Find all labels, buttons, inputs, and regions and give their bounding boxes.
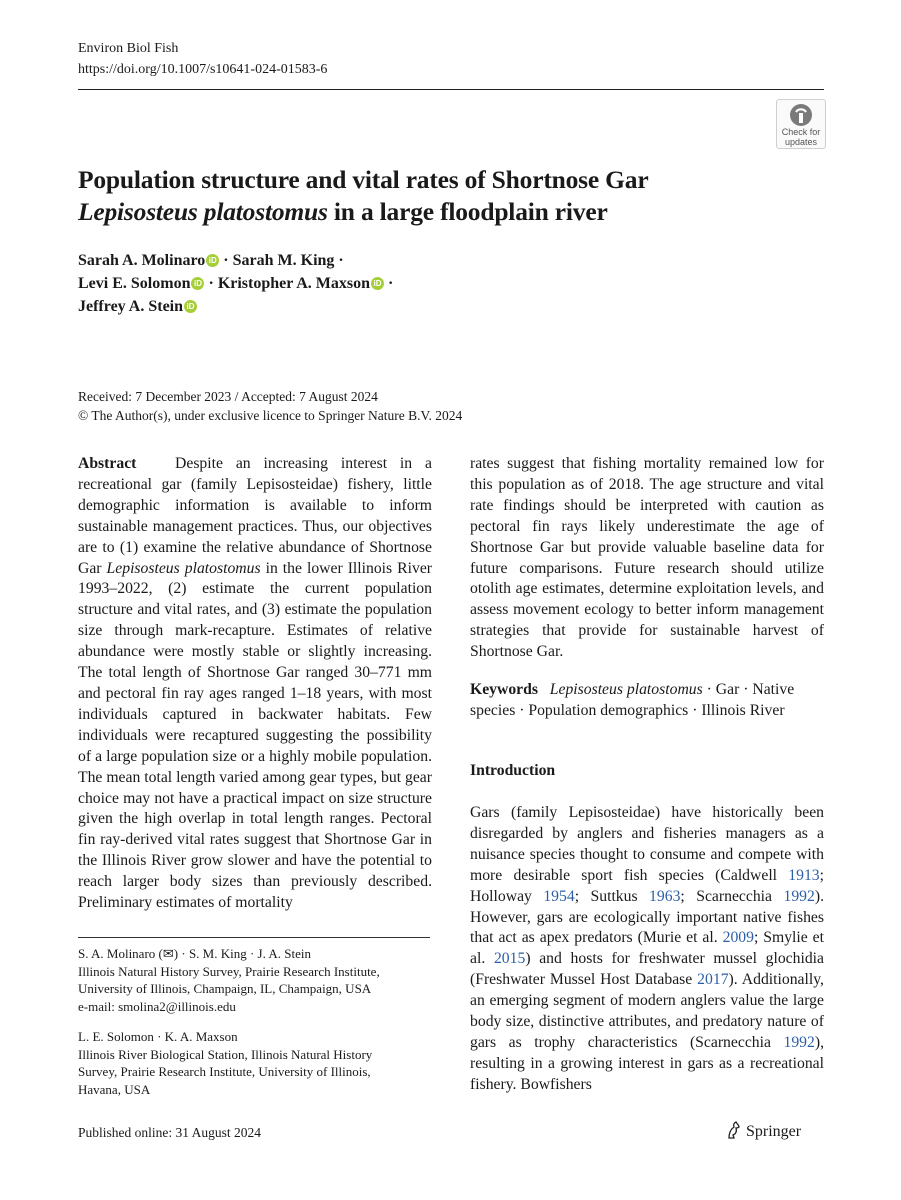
section-heading-introduction: Introduction: [470, 762, 556, 779]
citation-link[interactable]: 1992: [783, 887, 815, 905]
author-list: Sarah A. Molinaro iD · Sarah M. King · Levi E. Solomon iD · Kristopher A. Maxson iD · Jeffrey A. Stein iD: [78, 252, 394, 315]
check-updates-label: Check for updates: [781, 127, 821, 147]
abstract-text: Abstract Despite an increasing interest in a recreational gar (family Lepisosteidae) fishery, little demographic information is available to inform sustainable management practices. Thus, our objectives are to (1) examine the relative abundance of Shortnose Gar Lepisosteus platostomus in the lower Illinois River 1993–2022, (2) estimate the current population structure and vital rates, and (3) estimate the population size through mark-recapture. Estimates of relative abundance were mostly stable or slightly increasing. The total length of Shortnose Gar ranged 30–771 mm and pectoral fin ray ages ranged 1–18 years, with most individuals captured in backwater habitats. Few individuals were recaptured suggesting the possibility of a large population size or a highly mobile population. The mean total length varied among gear types, but gear choice may not have a practical impact on size structure given the high overlap in total length ranges. Pectoral fin ray-derived vital rates suggest that Shortnose Gar in the Illinois River grow slower and have the potential to reach larger body sizes than previously described. Preliminary estimates of mortality: [78, 455, 436, 912]
journal-name: Environ Biol Fish: [78, 41, 179, 56]
citation-link[interactable]: 1992: [783, 1033, 815, 1051]
keywords: Keywords Lepisosteus platostomus · Gar · Native species · Population demographics · Illinois River: [470, 681, 795, 719]
citation-link[interactable]: 2009: [722, 929, 754, 947]
abstract-label: Abstract: [78, 455, 137, 472]
springer-horse-icon: [726, 1121, 742, 1139]
orcid-icon[interactable]: iD: [191, 277, 204, 290]
author-name[interactable]: Kristopher A. Maxson: [217, 275, 370, 292]
affiliation-block: S. A. Molinaro (✉) · S. M. King · J. A. Stein Illinois Natural History Survey, Prairie Research Institute, University of Illinois, Champaign, IL, Champaign, USA e-mail: smolina2@illinois.edu: [78, 946, 380, 1014]
journal-header: [78, 38, 327, 80]
publisher-logo: [726, 1121, 801, 1141]
affiliation-block: L. E. Solomon · K. A. Maxson Illinois River Biological Station, Illinois Natural History Survey, Prairie Research Institute, University of Illinois, Havana, USA: [78, 1029, 373, 1097]
doi-link[interactable]: https://doi.org/10.1007/s10641-024-01583-6: [78, 62, 328, 77]
email-link[interactable]: e-mail: smolina2@illinois.edu: [78, 998, 236, 1014]
citation-link[interactable]: 2017: [697, 971, 729, 989]
received-accepted-dates: Received: 7 December 2023 / Accepted: 7 August 2024: [78, 389, 378, 404]
check-updates-icon: [789, 103, 813, 127]
check-for-updates-badge[interactable]: [776, 99, 826, 149]
copyright-line: © The Author(s), under exclusive licence to Springer Nature B.V. 2024: [78, 408, 463, 423]
article-history: [78, 387, 462, 425]
introduction-text: Gars (family Lepisosteidae) have historically been disregarded by anglers and fisheries managers as a nuisance species thought to consume and compete with more desirable sport fish species (Caldwell 1913; Holloway 1954; Suttkus 1963; Scarnecchia 1992). However, gars are ecologically important native fishes that act as apex predators (Murie et al. 2009; Smylie et al. 2015) and hosts for freshwater mussel glochidia (Freshwater Mussel Host Database 2017). Additionally, an emerging segment of modern anglers value the large body size, distinctive attributes, and predatory nature of gars as trophy characteristics (Scarnecchia 1992), resulting in a growing interest in gars as a recreational fishery. Bowfishers: [470, 804, 824, 1093]
footnote-divider: [78, 937, 430, 938]
abstract-continuation: rates suggest that fishing mortality remained low for this population as of 2018. The age structure and vital rate findings should be interpreted with caution as pectoral fin rays likely underestimate the age of Shortnose Gar but provide valuable baseline data for future comparisons. Future research should utilize otolith age estimates, determine exploitation levels, and assess movement ecology to better inform management strategies that provide for sustainable harvest of Shortnose Gar.: [470, 455, 824, 661]
citation-link[interactable]: 2015: [493, 950, 526, 968]
author-name[interactable]: Sarah M. King: [232, 252, 335, 269]
publisher-name: Springer: [746, 1123, 802, 1140]
author-name[interactable]: Sarah A. Molinaro: [78, 252, 206, 269]
orcid-icon[interactable]: iD: [371, 277, 384, 290]
author-name[interactable]: Levi E. Solomon: [78, 275, 191, 292]
keywords-label: Keywords: [470, 681, 538, 698]
orcid-icon[interactable]: iD: [206, 254, 219, 267]
mail-icon[interactable]: ✉: [162, 946, 174, 961]
citation-link[interactable]: 1913: [788, 866, 820, 884]
orcid-icon[interactable]: iD: [184, 300, 197, 313]
header-divider: [78, 89, 824, 90]
citation-link[interactable]: 1963: [649, 887, 681, 905]
article-title: Population structure and vital rates of Shortnose Gar Lepisosteus platostomus in a large floodplain river: [78, 165, 649, 226]
published-online-date: Published online: 31 August 2024: [78, 1125, 262, 1140]
citation-link[interactable]: 1954: [543, 887, 575, 905]
author-name[interactable]: Jeffrey A. Stein: [78, 298, 184, 315]
